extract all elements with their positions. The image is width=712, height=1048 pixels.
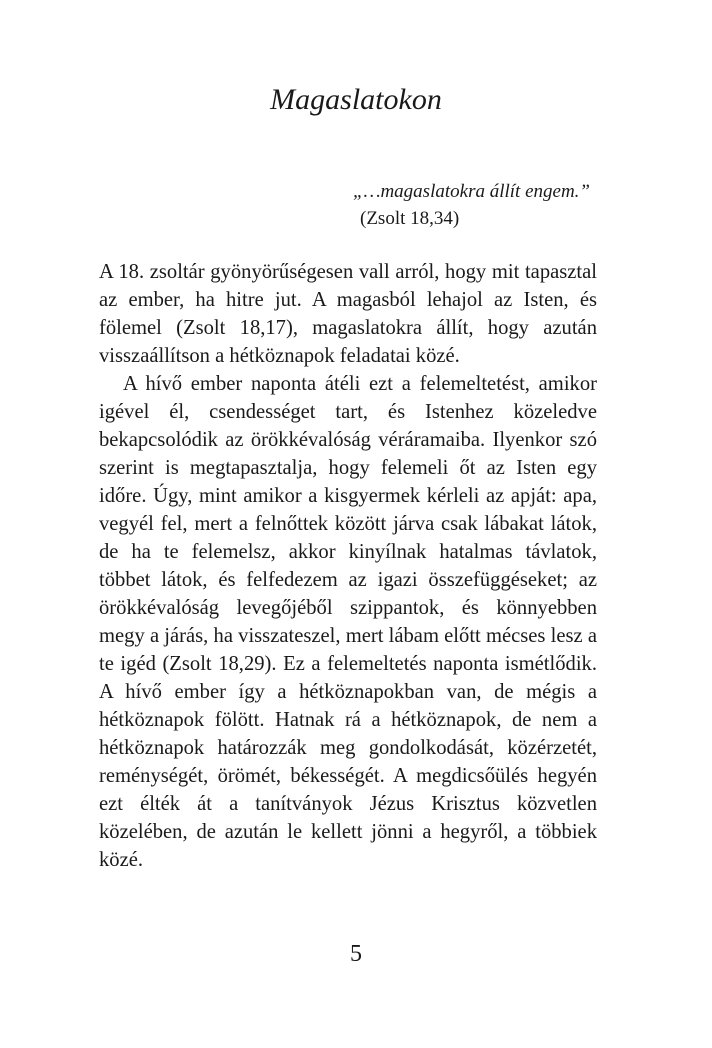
body-text <box>99 258 597 874</box>
paragraph-2: A hívő ember naponta átéli ezt a felemeltetést, amikor igével él, csendességet tart, és Istenhez közeledve bekapcsolódik az örökkévalóság véráramaiba. Ilyenkor szó szerint is megtapasztalja, hogy felemeli őt az Isten egy időre. Úgy, mint amikor a kisgyermek kérleli az apját: apa, vegyél fel, mert a felnőttek között járva csak lábakat látok, de ha te felemelsz, akkor kinyílnak hatalmas távlatok, többet látok, és felfedezem az igazi összefüggéseket; az örökkévalóság levegőjéből szippantok, és könnyebben megy a járás, ha visszateszel, mert lábam előtt mécses lesz a te igéd (Zsolt 18,29). Ez a felemeltetés naponta ismétlődik. A hívő ember így a hétköznapokban van, de mégis a hétköznapok fölött. Hatnak rá a hétköznapok, de nem a hétköznapok határozzák meg gondolkodását, közérzetét, reménységét, örömét, békességét. A megdicsőülés hegyén ezt élték át a tanítványok Jézus Krisztus közvetlen közelében, de azután le kellett jönni a hegyről, a többiek közé. <box>99 373 597 871</box>
chapter-title: Magaslatokon <box>270 83 442 116</box>
epigraph-reference: (Zsolt 18,34) <box>360 208 460 229</box>
epigraph <box>353 178 653 232</box>
paragraph-1: A 18. zsoltár gyönyörűségesen vall arról, hogy mit tapasztal az ember, ha hitre jut. A magasból lehajol az Isten, és fölemel (Zsolt 18,17), magaslatokra állít, hogy azután visszaállítson a hétköznapok feladatai közé. <box>99 261 597 367</box>
page-number: 5 <box>350 941 362 967</box>
epigraph-quote: „…magaslatokra állít engem.” <box>353 181 590 202</box>
